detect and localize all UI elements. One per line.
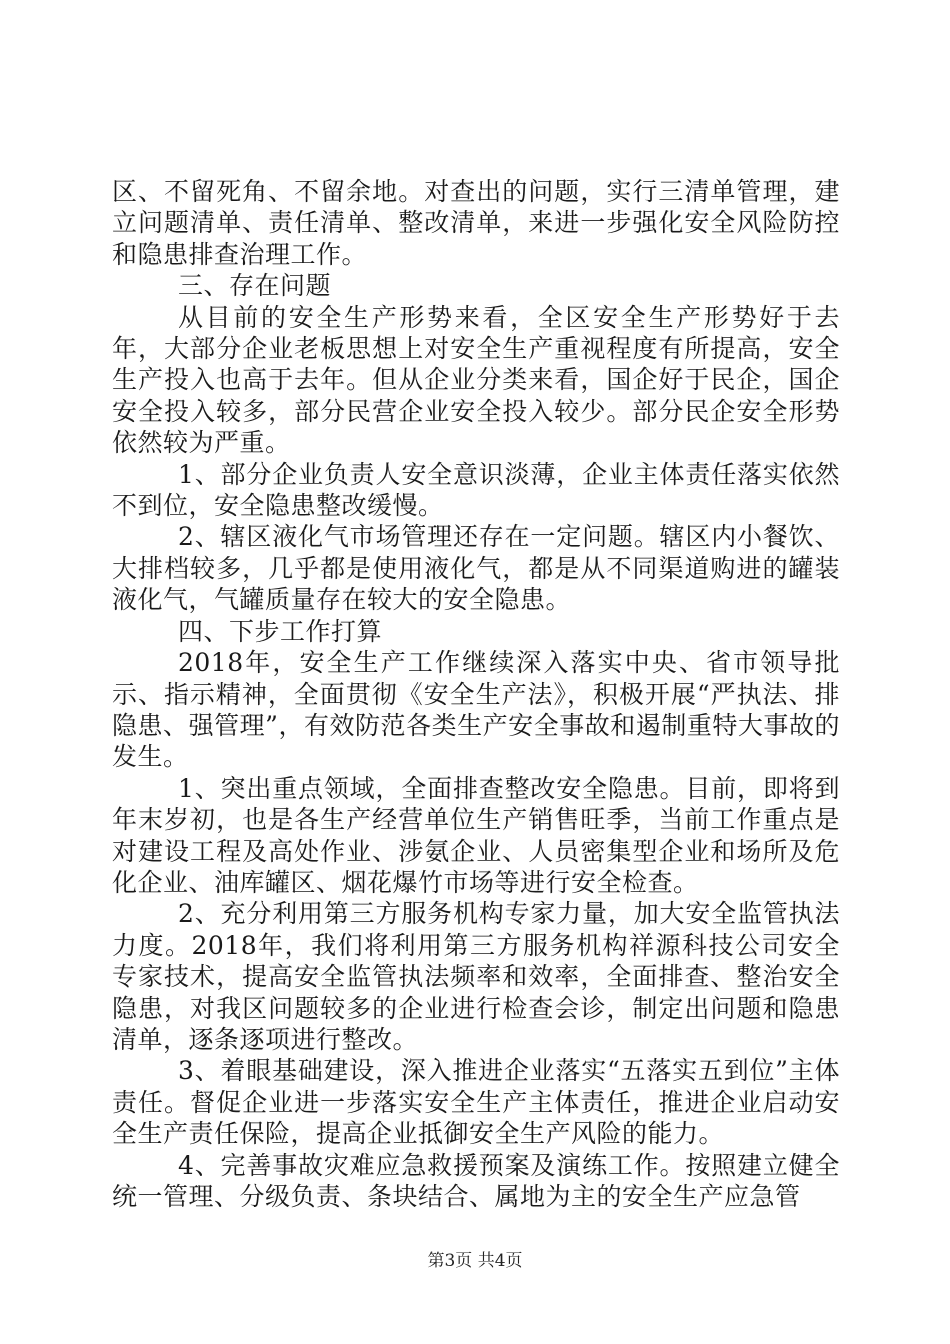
paragraph-9: 2、充分利用第三方服务机构专家力量，加大安全监管执法力度。2018年，我们将利用第三方服务机构祥源科技公司安全专家技术，提高安全监管执法频率和效率，全面排查、整治安全隐患，对我区问题较多的企业进行检查会诊，制定出问题和隐患清单，逐条逐项进行整改。: [112, 899, 840, 1054]
page-number-footer: 第3页 共4页: [427, 1251, 523, 1271]
paragraph-10: 3、着眼基础建设，深入推进企业落实“五落实五到位”主体责任。督促企业进一步落实安全生产主体责任，推进企业启动安全生产责任保险，提高企业抵御安全生产风险的能力。: [112, 1056, 840, 1149]
section-heading-problems: 三、存在问题: [178, 271, 332, 301]
paragraph-3: 从目前的安全生产形势来看，全区安全生产形势好于去年，大部分企业老板思想上对安全生产重视程度有所提高，安全生产投入也高于去年。但从企业分类来看，国企好于民企，国企安全投入较多，部分民营企业安全投入较少。部分民企安全形势依然较为严重。: [112, 302, 840, 458]
paragraph-11: 4、完善事故灾难应急救援预案及演练工作。按照建立健全统一管理、分级负责、条块结合、属地为主的安全生产应急管: [112, 1150, 840, 1211]
document-body: [112, 176, 840, 1212]
paragraph-4: 1、部分企业负责人安全意识淡薄，企业主体责任落实依然不到位，安全隐患整改缓慢。: [112, 459, 840, 521]
paragraph-1: 区、不留死角、不留余地。对查出的问题，实行三清单管理，建立问题清单、责任清单、整改清单，来进一步强化安全风险防控和隐患排查治理工作。: [112, 177, 840, 269]
paragraph-5: 2、辖区液化气市场管理还存在一定问题。辖区内小餐饮、大排档较多，几乎都是使用液化气，都是从不同渠道购进的罐装液化气，气罐质量存在较大的安全隐患。: [112, 522, 840, 615]
section-heading-next-steps: 四、下步工作打算: [178, 616, 383, 646]
paragraph-8: 1、突出重点领域，全面排查整改安全隐患。目前，即将到年末岁初，也是各生产经营单位生产销售旺季，当前工作重点是对建设工程及高处作业、涉氨企业、人员密集型企业和场所及危化企业、油库罐区、烟花爆竹市场等进行安全检查。: [112, 773, 840, 897]
paragraph-7: 2018年，安全生产工作继续深入落实中央、省市领导批示、指示精神，全面贯彻《安全生产法》，积极开展“严执法、排隐患、强管理”，有效防范各类生产安全事故和遏制重特大事故的发生。: [112, 648, 840, 772]
